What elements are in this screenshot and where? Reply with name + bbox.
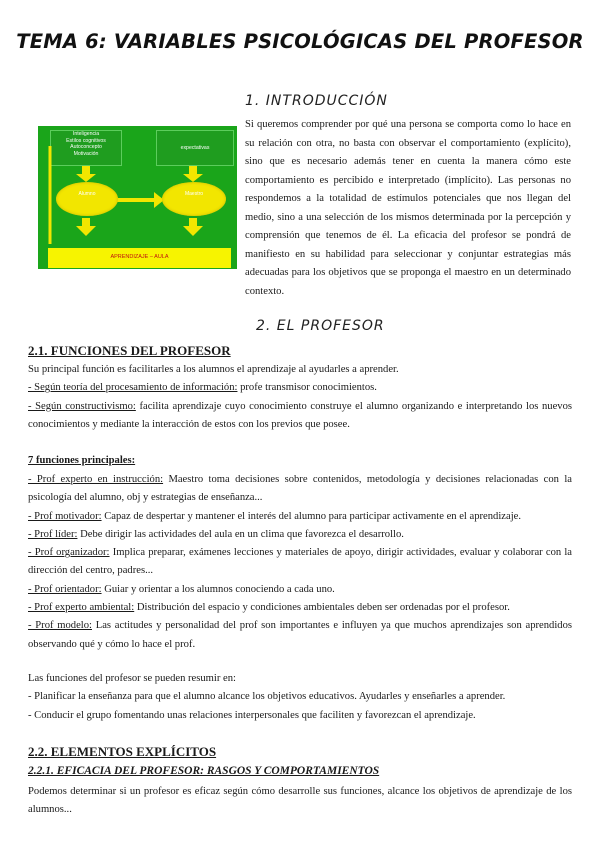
teacher-label: Maestro <box>184 191 204 197</box>
trait-label: Inteligencia <box>72 131 100 137</box>
list-item: - Prof motivador: Capaz de despertar y mantener el interés del alumno para participar activamente en el aprendizaje. <box>28 510 521 522</box>
section-heading-introduccion: 1. INTRODUCCIÓN <box>245 93 388 109</box>
functions-list <box>28 471 572 654</box>
funciones-block <box>28 361 572 434</box>
document-title: TEMA 6: VARIABLES PSICOLÓGICAS DEL PROFESOR <box>16 30 584 53</box>
paragraph: Su principal función es facilitarles a los alumnos el aprendizaje al ayudarles a aprender. <box>28 364 399 375</box>
subsubsection-heading-eficacia: 2.2.1. EFICACIA DEL PROFESOR: RASGOS Y COMPORTAMIENTOS <box>28 765 380 777</box>
list-item: - Planificar la enseñanza para que el alumno alcance los objetivos educativos. Ayudarles y enseñarles a aprender. <box>28 691 506 703</box>
paragraph: Las funciones del profesor se pueden resumir en: <box>28 673 236 684</box>
trait-label: Estilos cognitivos <box>66 137 106 144</box>
expectations-label: expectativas <box>180 145 210 151</box>
list-item: - Según constructivismo: facilita aprendizaje cuyo conocimiento construye el alumno organizando e interpretando los nuevos conocimientos y mediante la interacción de estos con los previos que posee. <box>28 400 572 430</box>
intro-paragraph: Si queremos comprender por qué una persona se comporta como lo hace en su relación con otra, no basta con observar el comportamiento (explícito), sino que es necesario además tener en cuenta la manera cómo este comportamiento es percibido e interpretado (implícito). Las personas no respondemos a la totalidad de estímulos potenciales que nos llegan del medio, sino a una selección de los mismos determinada por la percepción y comprensión que tenemos de él. La eficacia del profesor se pondrá de manifiesto en su habilidad para seleccionar y conjuntar estrategias más adecuadas para los objetivos que se proponga el maestro en un determinado contexto. <box>245 119 571 297</box>
list-item: - Prof experto en instrucción: Maestro toma decisiones sobre contenidos, metodología y decisiones relacionadas con la psicología del alumno, obj y estrategias de enseñanza... <box>28 474 572 504</box>
summary-block <box>28 670 572 725</box>
list-item: - Conducir el grupo fomentando unas relaciones interpersonales que faciliten y favorezcan el aprendizaje. <box>28 709 476 721</box>
trait-label: Motivación <box>73 150 99 157</box>
list-item: - Prof organizador: Implica preparar, exámenes lecciones y materiales de apoyo, dirigir actividades, evaluar y colaborar con la dirección del centro, padres... <box>28 547 573 577</box>
section-heading-profesor: 2. EL PROFESOR <box>256 318 385 334</box>
student-label: Alumno <box>78 191 96 197</box>
list-item: - Prof modelo: Las actitudes y personalidad del prof son importantes e influyen ya que muchos aprendizajes son aprendidos observando qué y cómo lo hace el prof. <box>28 620 572 650</box>
list-item: - Prof orientador: Guiar y orientar a los alumnos conociendo a cada uno. <box>28 583 335 595</box>
seven-functions-heading: 7 funciones principales: <box>28 455 136 466</box>
subsection-heading-elementos: 2.2. ELEMENTOS EXPLÍCITOS <box>28 744 217 759</box>
trait-label: Autoconcepto <box>70 144 102 150</box>
student-oval <box>56 182 118 216</box>
list-item: - Prof líder: Debe dirigir las actividades del aula en un clima que favorezca el desarrollo. <box>28 528 404 540</box>
list-item: - Prof experto ambiental: Distribución del espacio y condiciones ambientales deben ser ordenadas por el profesor. <box>28 602 510 614</box>
list-item: - Según teoría del procesamiento de información: profe transmisor conocimientos. <box>28 382 377 394</box>
eficacia-paragraph: Podemos determinar si un profesor es eficaz según cómo desarrolle sus funciones, alcance los objetivos de aprendizaje de los alumnos... <box>28 786 572 816</box>
learning-band <box>48 248 231 268</box>
subsection-heading-funciones: 2.1. FUNCIONES DEL PROFESOR <box>28 343 231 358</box>
diagram-figure <box>38 126 237 269</box>
band-label: APRENDIZAJE – AULA <box>110 254 169 260</box>
teacher-oval <box>162 182 226 216</box>
